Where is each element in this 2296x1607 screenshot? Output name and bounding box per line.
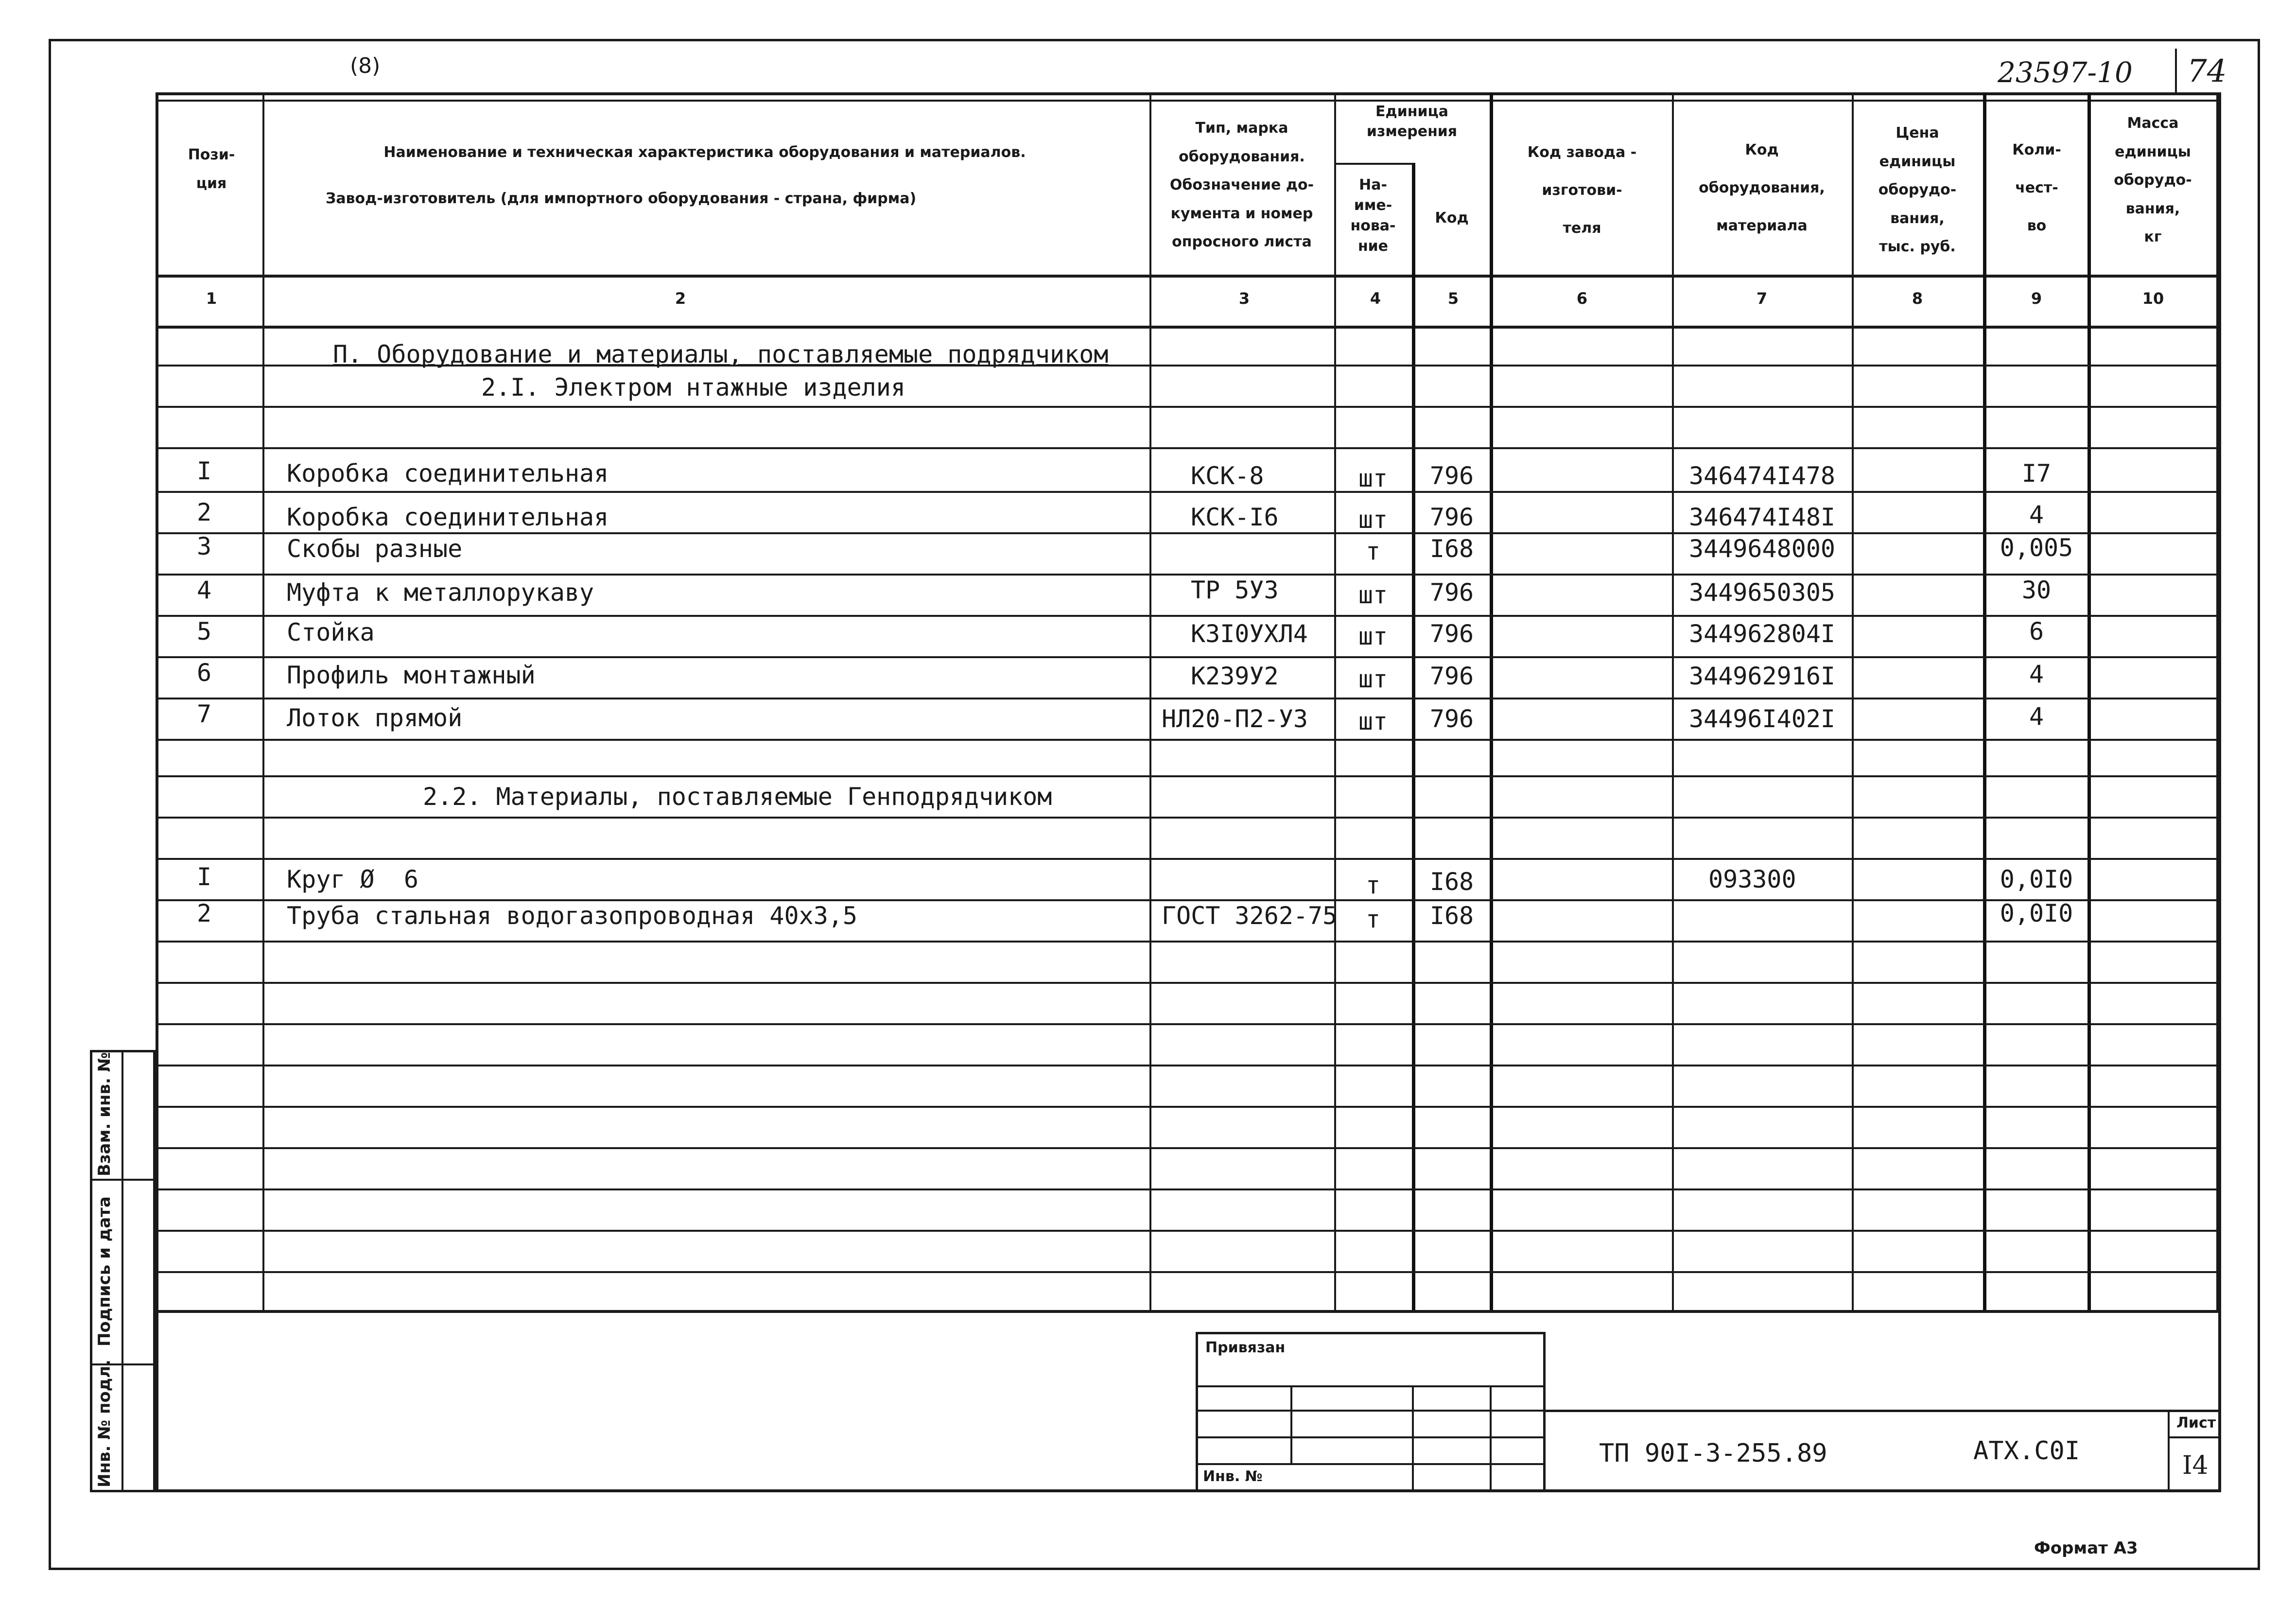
header-col1: Пози- ция [188,146,235,192]
row-pos: 3 [196,532,212,560]
row-name: Муфта к металлорукаву [287,578,594,607]
row-qty: 4 [2029,501,2044,529]
row-pos: 2 [196,899,212,927]
sheet-box-line [2168,1436,2221,1438]
row-pos: 6 [196,659,212,687]
row-equip-code: 344962804I [1689,620,1836,648]
row-line [156,817,2221,819]
header-col8: Цена единицы оборудо- вания, тыс. руб. [1878,124,1957,255]
section-main-heading: П. Оборудование и материалы, поставляемые подрядчиком [333,340,1109,368]
side-stamp-vzam: Взам. инв. № [95,1052,114,1176]
side-stamp-inv-sub: Инв. № подл. [95,1359,114,1487]
row-code: 796 [1429,662,1474,690]
colnum-5: 5 [1447,289,1459,308]
row-name: Труба стальная водогазопроводная 40х3,5 [287,902,857,930]
col-line-5 [1490,92,1493,1312]
row-line [156,1147,2221,1149]
row-line [156,1106,2221,1108]
row-code: I68 [1429,902,1474,930]
privyazan-col [1412,1385,1414,1492]
sheet-number: I4 [2182,1451,2209,1480]
row-line [156,982,2221,984]
header-col2-line2: Завод-изготовитель (для импортного оборудования - страна, фирма) [326,190,917,207]
unit-group-line [1334,163,1412,165]
col-line-4 [1412,163,1415,1312]
row-equip-code: 346474I478 [1689,462,1836,490]
privyazan-line [1196,1385,1546,1387]
row-line [156,739,2221,741]
col-line-1 [262,92,264,1312]
header-bottom-line [156,275,2221,278]
colnum-7: 7 [1756,289,1768,308]
row-qty: 30 [2021,576,2052,604]
privyazan-col [1490,1385,1492,1492]
row-unit: шт [1358,665,1388,693]
row-pos: 2 [196,498,212,526]
row-line [156,1271,2221,1273]
row-line [156,1065,2221,1066]
row-name: Коробка соединительная [287,459,609,488]
privyazan-col [1290,1385,1292,1463]
page-number: 74 [2187,53,2227,89]
row-line [156,532,2221,534]
row-type: К239У2 [1191,662,1279,690]
row-pos: I [196,457,212,485]
privyazan-line [1196,1463,1546,1465]
row-equip-code: 34496I402I [1689,705,1836,733]
body-bottom-line [156,1310,2221,1313]
row-unit: шт [1358,506,1388,534]
inv-no-label: Инв. № [1203,1468,1263,1485]
row-pos: I [196,863,212,891]
row-unit: шт [1358,464,1388,492]
row-type: НЛ20-П2-У3 [1162,705,1308,733]
row-qty: I7 [2021,459,2052,488]
sheet-label: Лист [2176,1415,2216,1432]
row-unit: т [1365,871,1381,899]
privyazan-label: Привязан [1205,1339,1286,1356]
colnum-10: 10 [2142,289,2164,308]
table-right-line [2216,92,2218,1312]
privyazan-line [1196,1410,1546,1412]
row-name: Лоток прямой [287,704,463,732]
row-unit: шт [1358,622,1388,650]
row-line [156,491,2221,493]
side-stamp-signature: Подпись и дата [95,1196,114,1346]
row-line [156,447,2221,449]
row-line [156,858,2221,860]
row-name: Скобы разные [287,535,463,563]
side-stamp-row-line [90,1179,156,1181]
row-type: КСК-8 [1191,462,1264,490]
header-col3: Тип, марка оборудования. Обозначение до- кумента и номер опросного листа [1169,120,1314,250]
col-line-7 [1852,92,1854,1312]
row-line [156,698,2221,699]
row-qty: 0,0I0 [2000,865,2073,893]
section-22-heading: 2.2. Материалы, поставляемые Генподрядчиком [423,783,1052,811]
col-line-6 [1672,92,1674,1312]
row-pos: 7 [196,700,212,728]
row-line [156,775,2221,777]
row-pos: 5 [196,617,212,646]
header-top-line [156,100,2221,102]
row-qty: 6 [2029,617,2044,646]
header-col4: На- име- нова- ние [1350,176,1396,255]
row-code: I68 [1429,868,1474,896]
row-equip-code: 3449650305 [1689,578,1836,607]
row-unit: шт [1358,707,1388,735]
row-qty: 4 [2029,702,2044,731]
colnum-bottom-line [156,326,2221,329]
row-code: I68 [1429,535,1474,563]
row-name: Профиль монтажный [287,661,536,689]
col-line-9 [2087,92,2091,1312]
row-code: 796 [1429,705,1474,733]
row-line [156,406,2221,408]
row-line [156,941,2221,943]
row-equip-code: 346474I48I [1689,503,1836,531]
row-type: ГОСТ 3262-75 [1162,902,1338,930]
row-line [156,1188,2221,1190]
colnum-1: 1 [206,289,217,308]
row-type: КСК-I6 [1191,503,1279,531]
colnum-4: 4 [1370,289,1381,308]
row-line [156,656,2221,658]
page-number-divider [2175,49,2177,92]
row-code: 796 [1429,503,1474,531]
row-unit: т [1365,537,1381,565]
row-line [156,615,2221,617]
side-stamp-divider [122,1050,123,1492]
header-col2-line1: Наименование и техническая характеристика оборудования и материалов. [383,144,1026,161]
row-name: Стойка [287,618,375,646]
row-name: Круг Ø 6 [287,865,418,893]
row-code: 796 [1429,462,1474,490]
archive-number: 23597-10 [1998,56,2133,89]
col-line-2 [1149,92,1151,1312]
doc-code: АТХ.С0I [1973,1436,2080,1466]
header-col9: Коли- чест- во [2012,141,2061,234]
header-col7: Код оборудования, материала [1699,141,1825,234]
row-line [156,574,2221,576]
row-line [156,1230,2221,1232]
row-qty: 4 [2029,660,2044,688]
row-type: К3I0УХЛ4 [1191,620,1308,648]
bracket-mark: (8) [350,53,381,78]
privyazan-line [1196,1436,1546,1438]
col-line-3 [1334,92,1336,1312]
row-equip-code: 3449648000 [1689,535,1836,563]
colnum-2: 2 [675,289,686,308]
header-col5: Код [1435,210,1469,227]
header-unit-group: Единица измерения [1366,103,1458,140]
row-name: Коробка соединительная [287,503,609,531]
colnum-9: 9 [2031,289,2042,308]
row-type: ТР 5У3 [1191,576,1279,604]
row-qty: 0,005 [2000,534,2073,562]
section-21-heading: 2.I. Электром нтажные изделия [481,373,905,402]
row-code: 796 [1429,578,1474,607]
row-line [156,1023,2221,1025]
header-col6: Код завода - изготови- теля [1527,144,1637,237]
header-col10: Масса единицы оборудо- вания, кг [2114,115,2192,245]
colnum-3: 3 [1238,289,1250,308]
format-label: Формат А3 [2034,1538,2138,1558]
row-pos: 4 [196,576,212,604]
designation: ТП 90I-3-255.89 [1599,1439,1827,1468]
col-line-8 [1983,92,1986,1312]
row-unit: шт [1358,581,1388,609]
colnum-6: 6 [1576,289,1588,308]
row-equip-code: 093300 [1708,865,1796,893]
row-line [156,899,2221,901]
colnum-8: 8 [1912,289,1923,308]
row-equip-code: 344962916I [1689,662,1836,690]
row-code: 796 [1429,620,1474,648]
row-unit: т [1365,905,1381,933]
sheet-box-divider [2168,1410,2170,1492]
row-qty: 0,0I0 [2000,899,2073,927]
